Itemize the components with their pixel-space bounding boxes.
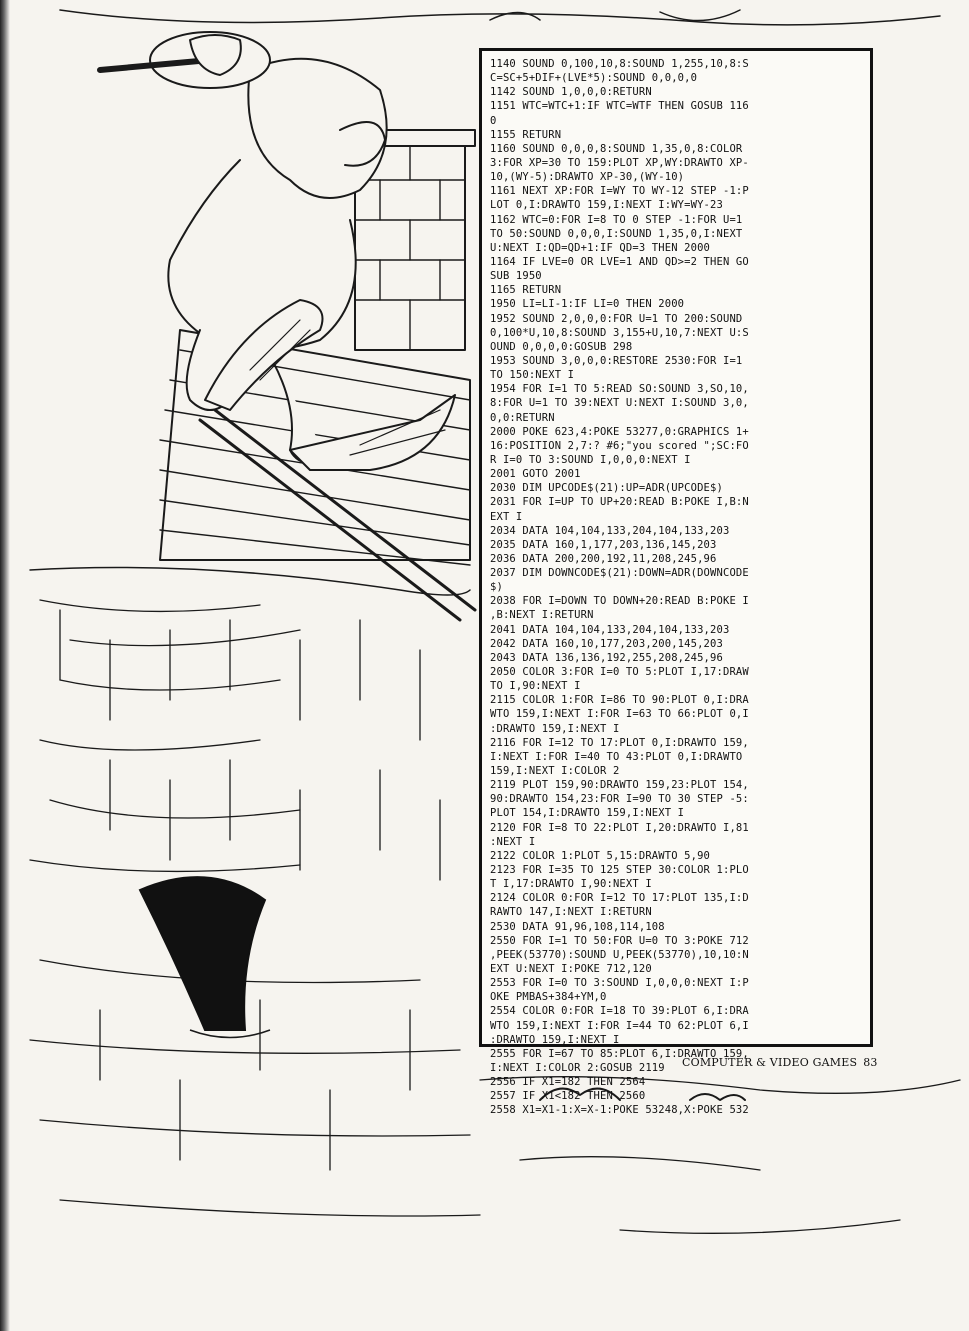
code-line: 2120 FOR I=8 TO 22:PLOT I,20:DRAWTO I,81 bbox=[490, 821, 749, 834]
code-line: 10,(WY-5):DRAWTO XP-30,(WY-10) bbox=[490, 171, 685, 184]
code-line: 2115 COLOR 1:FOR I=86 TO 90:PLOT 0,I:DRA bbox=[490, 694, 749, 707]
code-line: 16:POSITION 2,7:? #6;"you scored ";SC:FO bbox=[490, 439, 749, 452]
code-line: 2553 FOR I=0 TO 3:SOUND I,0,0,0:NEXT I:P bbox=[490, 977, 749, 990]
code-line: 2558 X1=X1-1:X=X-1:POKE 53248,X:POKE 532 bbox=[490, 1104, 749, 1117]
code-line: 0,0:RETURN bbox=[490, 411, 555, 424]
code-line: RAWTO 147,I:NEXT I:RETURN bbox=[490, 906, 652, 919]
code-line: 2556 IF X1=182 THEN 2564 bbox=[490, 1076, 646, 1089]
code-line: 2031 FOR I=UP TO UP+20:READ B:POKE I,B:N bbox=[490, 496, 749, 509]
code-line: 1160 SOUND 0,0,0,8:SOUND 1,35,0,8:COLOR bbox=[490, 142, 743, 155]
code-line: 2042 DATA 160,10,177,203,200,145,203 bbox=[490, 637, 723, 650]
code-line: 2050 COLOR 3:FOR I=0 TO 5:PLOT I,17:DRAW bbox=[490, 666, 749, 679]
code-line: 2116 FOR I=12 TO 17:PLOT 0,I:DRAWTO 159, bbox=[490, 736, 749, 749]
code-line: 1953 SOUND 3,0,0,0:RESTORE 2530:FOR I=1 bbox=[490, 354, 743, 367]
code-line: 1161 NEXT XP:FOR I=WY TO WY-12 STEP -1:P bbox=[490, 185, 749, 198]
code-line: 2000 POKE 623,4:POKE 53277,0:GRAPHICS 1+ bbox=[490, 425, 749, 438]
code-line: 1165 RETURN bbox=[490, 284, 562, 297]
code-line: 0,100*U,10,8:SOUND 3,155+U,10,7:NEXT U:S bbox=[490, 326, 749, 339]
code-line: OUND 0,0,0,0:GOSUB 298 bbox=[490, 340, 633, 353]
code-line: SUB 1950 bbox=[490, 270, 542, 283]
code-line: U:NEXT I:QD=QD+1:IF QD=3 THEN 2000 bbox=[490, 241, 711, 254]
code-line: 2036 DATA 200,200,192,11,208,245,96 bbox=[490, 552, 717, 565]
code-line: T I,17:DRAWTO I,90:NEXT I bbox=[490, 878, 652, 891]
code-line: C=SC+5+DIF+(LVE*5):SOUND 0,0,0,0 bbox=[490, 72, 698, 85]
code-line: LOT 0,I:DRAWTO 159,I:NEXT I:WY=WY-23 bbox=[490, 199, 723, 212]
code-line: 2550 FOR I=1 TO 50:FOR U=0 TO 3:POKE 712 bbox=[490, 934, 749, 947]
code-line: 1155 RETURN bbox=[490, 128, 562, 141]
code-line: 2043 DATA 136,136,192,255,208,245,96 bbox=[490, 651, 723, 664]
code-line: :DRAWTO 159,I:NEXT I bbox=[490, 1033, 620, 1046]
code-line: 2124 COLOR 0:FOR I=12 TO 17:PLOT 135,I:D bbox=[490, 892, 749, 905]
code-line: 1164 IF LVE=0 OR LVE=1 AND QD>=2 THEN GO bbox=[490, 255, 749, 268]
code-line: 2554 COLOR 0:FOR I=18 TO 39:PLOT 6,I:DRA bbox=[490, 1005, 749, 1018]
code-line: 2035 DATA 160,1,177,203,136,145,203 bbox=[490, 538, 717, 551]
code-line: 1151 WTC=WTC+1:IF WTC=WTF THEN GOSUB 116 bbox=[490, 100, 749, 113]
code-line: 3:FOR XP=30 TO 159:PLOT XP,WY:DRAWTO XP- bbox=[490, 156, 749, 169]
code-line: 1142 SOUND 1,0,0,0:RETURN bbox=[490, 86, 652, 99]
code-line: 2030 DIM UPCODE$(21):UP=ADR(UPCODE$) bbox=[490, 482, 723, 495]
code-line: EXT I bbox=[490, 510, 523, 523]
code-line: :NEXT I bbox=[490, 835, 536, 848]
code-line: $) bbox=[490, 581, 503, 594]
code-line: ,B:NEXT I:RETURN bbox=[490, 609, 594, 622]
page-footer bbox=[676, 1056, 878, 1069]
code-line: 2038 FOR I=DOWN TO DOWN+20:READ B:POKE I bbox=[490, 595, 749, 608]
basic-program-listing bbox=[490, 57, 864, 1118]
magazine-name: COMPUTER & VIDEO GAMES bbox=[682, 1056, 858, 1069]
code-line: 1954 FOR I=1 TO 5:READ SO:SOUND 3,SO,10, bbox=[490, 383, 749, 396]
code-line: 8:FOR U=1 TO 39:NEXT U:NEXT I:SOUND 3,0, bbox=[490, 397, 749, 410]
code-line: :DRAWTO 159,I:NEXT I bbox=[490, 722, 620, 735]
code-line: ,PEEK(53770):SOUND U,PEEK(53770),10,10:N bbox=[490, 948, 749, 961]
code-line: 2037 DIM DOWNCODE$(21):DOWN=ADR(DOWNCODE bbox=[490, 567, 749, 580]
code-line: 1950 LI=LI-1:IF LI=0 THEN 2000 bbox=[490, 298, 685, 311]
code-line: 2122 COLOR 1:PLOT 5,15:DRAWTO 5,90 bbox=[490, 849, 711, 862]
code-line: 90:DRAWTO 154,23:FOR I=90 TO 30 STEP -5: bbox=[490, 793, 749, 806]
code-line: 2034 DATA 104,104,133,204,104,133,203 bbox=[490, 524, 730, 537]
code-line: I:NEXT I:FOR I=40 TO 43:PLOT 0,I:DRAWTO bbox=[490, 750, 743, 763]
shark-fin bbox=[140, 877, 265, 1030]
code-line: 1162 WTC=0:FOR I=8 TO 0 STEP -1:FOR U=1 bbox=[490, 213, 743, 226]
code-line: WTO 159,I:NEXT I:FOR I=63 TO 66:PLOT 0,I bbox=[490, 708, 749, 721]
page-binding-edge bbox=[0, 0, 10, 1331]
code-line: OKE PMBAS+384+YM,0 bbox=[490, 991, 607, 1004]
code-line: 2557 IF X1<182 THEN 2560 bbox=[490, 1090, 646, 1103]
code-line: R I=0 TO 3:SOUND I,0,0,0:NEXT I bbox=[490, 453, 691, 466]
code-line: EXT U:NEXT I:POKE 712,120 bbox=[490, 963, 652, 975]
code-line: 2001 GOTO 2001 bbox=[490, 468, 581, 481]
code-line: 2530 DATA 91,96,108,114,108 bbox=[490, 920, 665, 933]
code-line: 2041 DATA 104,104,133,204,104,133,203 bbox=[490, 623, 730, 636]
code-line: 2119 PLOT 159,90:DRAWTO 159,23:PLOT 154, bbox=[490, 779, 749, 792]
code-line: 2123 FOR I=35 TO 125 STEP 30:COLOR 1:PLO bbox=[490, 864, 749, 877]
code-line: 159,I:NEXT I:COLOR 2 bbox=[490, 765, 620, 778]
code-line: TO 50:SOUND 0,0,0,I:SOUND 1,35,0,I:NEXT bbox=[490, 227, 743, 240]
page-number: 83 bbox=[863, 1056, 878, 1069]
code-line: 1140 SOUND 0,100,10,8:SOUND 1,255,10,8:S bbox=[490, 58, 749, 70]
code-line: 0 bbox=[490, 114, 497, 127]
code-line: 2555 FOR I=67 TO 85:PLOT 6,I:DRAWTO 159, bbox=[490, 1047, 749, 1060]
code-line: TO 150:NEXT I bbox=[490, 369, 575, 382]
code-line: WTO 159,I:NEXT I:FOR I=44 TO 62:PLOT 6,I bbox=[490, 1019, 749, 1032]
code-line: PLOT 154,I:DRAWTO 159,I:NEXT I bbox=[490, 807, 685, 820]
code-line: I:NEXT I:COLOR 2:GOSUB 2119 bbox=[490, 1061, 665, 1074]
code-line: TO I,90:NEXT I bbox=[490, 680, 581, 693]
code-line: 1952 SOUND 2,0,0,0:FOR U=1 TO 200:SOUND bbox=[490, 312, 743, 325]
